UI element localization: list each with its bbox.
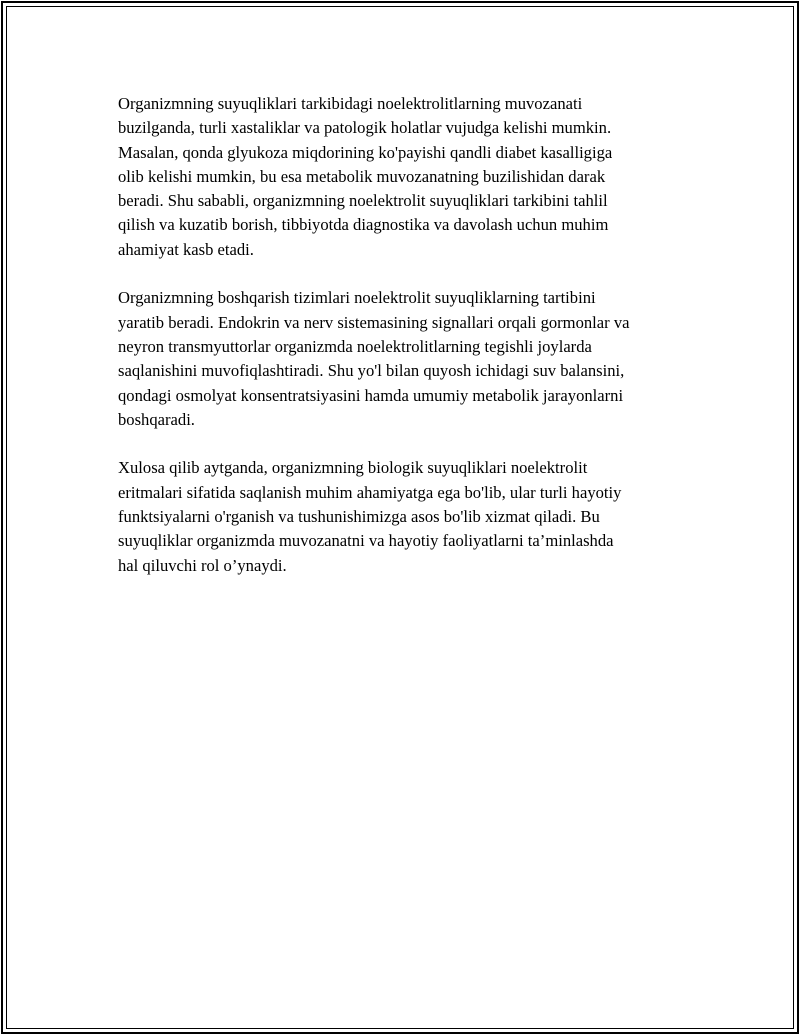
document-body bbox=[118, 92, 698, 602]
paragraph-1: Organizmning suyuqliklari tarkibidagi noelektrolitlarning muvozanati buzilganda, turli xastaliklar va patologik holatlar vujudga kelishi mumkin. Masalan, qonda glyukoza miqdorining ko'payishi qandli diabet kasalligiga olib kelishi mumkin, bu esa metabolik muvozanatning buzilishidan darak beradi. Shu sababli, organizmning noelektrolit suyuqliklari tarkibini tahlil qilish va kuzatib borish, tibbiyotda diagnostika va davolash uchun muhim ahamiyat kasb etadi. bbox=[118, 94, 613, 259]
paragraph-3: Xulosa qilib aytganda, organizmning biologik suyuqliklari noelektrolit eritmalari sifatida saqlanish muhim ahamiyatga ega bo'lib, ular turli hayotiy funktsiyalarni o'rganish va tushunishimizga asos bo'lib xizmat qiladi. Bu suyuqliklar organizmda muvozanatni va hayotiy faoliyatlarni ta’minlashda hal qiluvchi rol o’ynaydi. bbox=[118, 458, 622, 575]
paragraph-2: Organizmning boshqarish tizimlari noelektrolit suyuqliklarning tartibini yaratib beradi. Endokrin va nerv sistemasining signallari orqali gormonlar va neyron transmyuttorlar organizmda noelektrolitlarning tegishli joylarda saqlanishini muvofiqlashtiradi. Shu yo'l bilan quyosh ichidagi suv balansini, qondagi osmolyat konsentratsiyasini hamda umumiy metabolik jarayonlarni boshqaradi. bbox=[118, 288, 630, 429]
